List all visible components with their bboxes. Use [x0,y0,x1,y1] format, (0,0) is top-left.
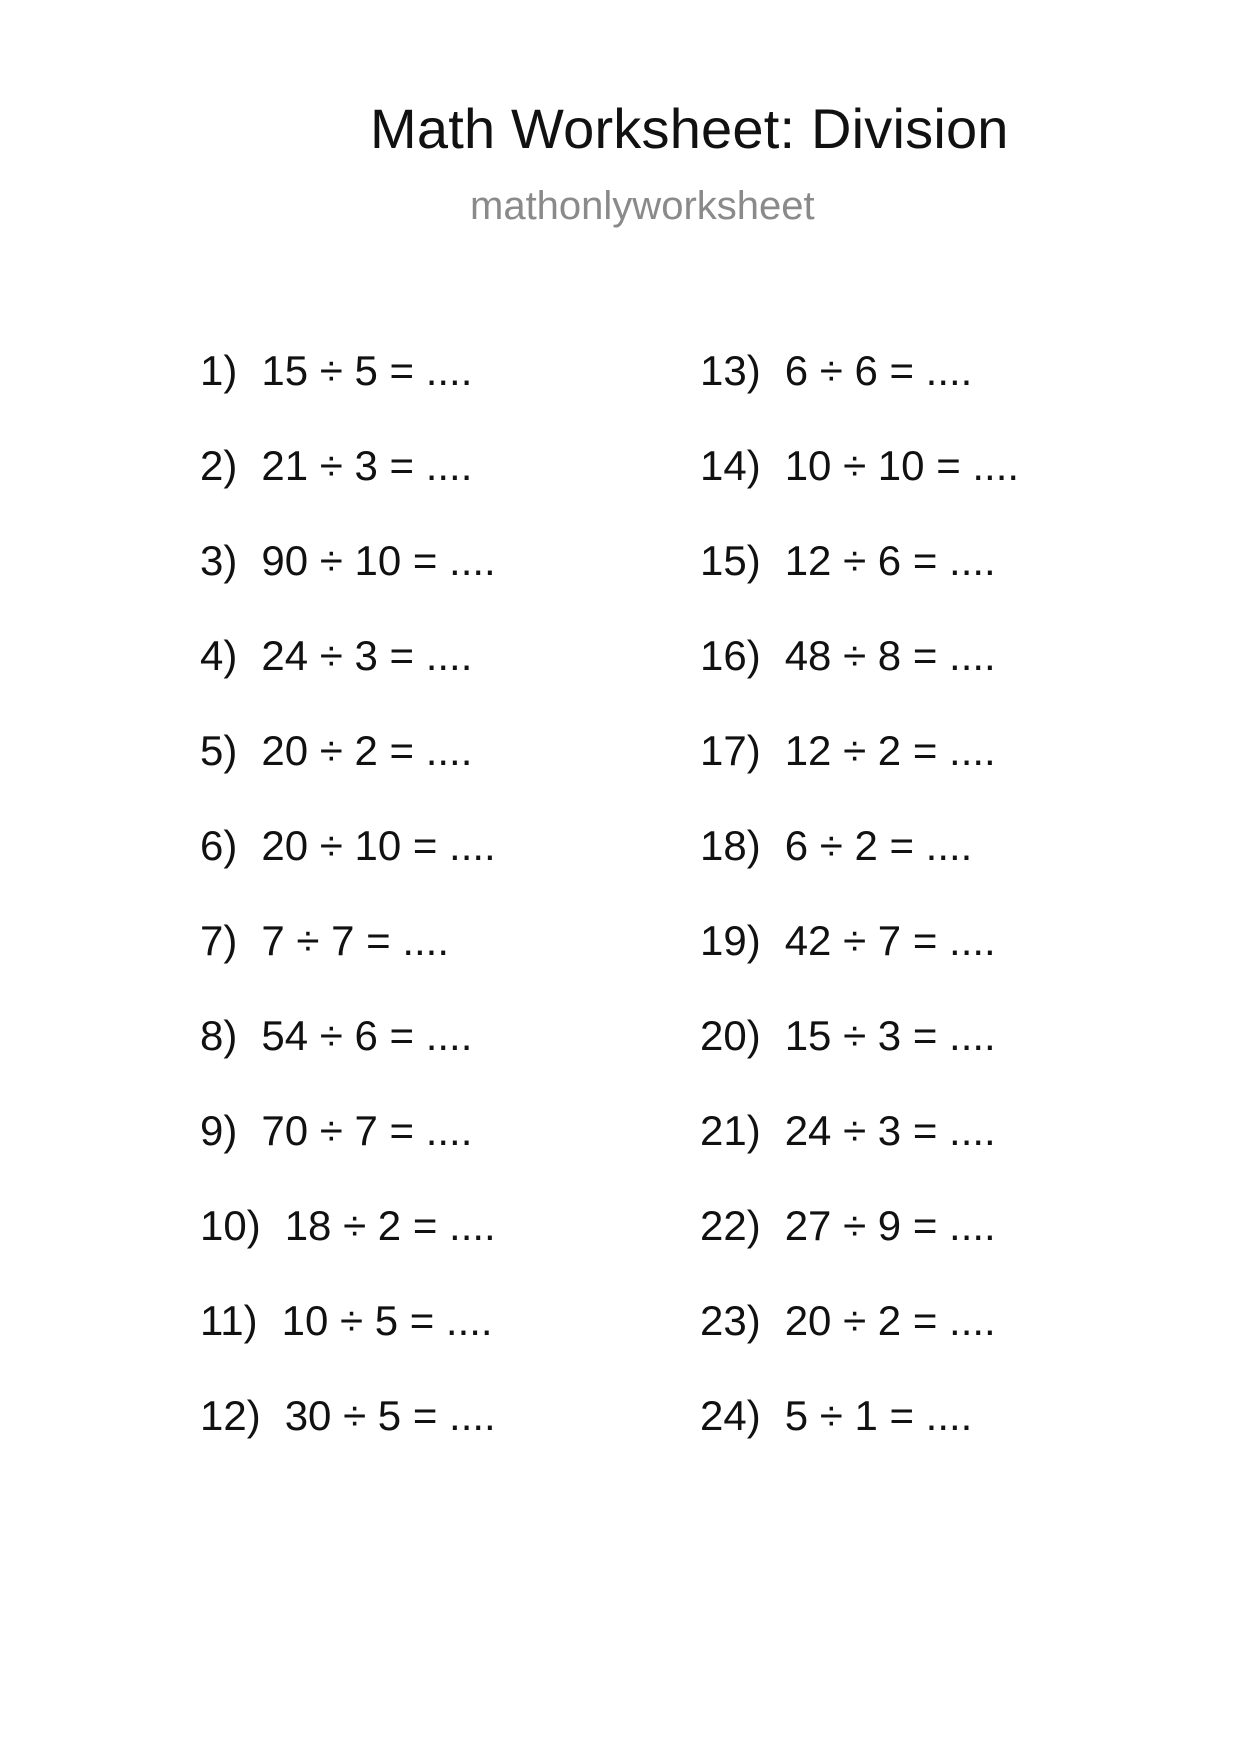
problem-number: 12) [200,1392,261,1439]
problem-number: 22) [700,1202,761,1249]
problem-number: 15) [700,537,761,584]
problem-item [200,1296,496,1391]
problem-expression: 27 ÷ 9 = .... [784,1202,996,1249]
problem-expression: 6 ÷ 2 = .... [784,822,973,869]
problem-number: 5) [200,727,238,774]
problem-number: 7) [200,917,238,964]
problem-number: 4) [200,632,238,679]
problem-expression: 15 ÷ 5 = .... [261,347,473,394]
problem-item [700,631,1019,726]
problem-number: 24) [700,1392,761,1439]
problem-item [700,726,1019,821]
problem-item [200,726,496,821]
problem-expression: 48 ÷ 8 = .... [784,632,996,679]
problem-item [200,631,496,726]
problem-number: 10) [200,1202,261,1249]
problem-number: 23) [700,1297,761,1344]
problem-expression: 24 ÷ 3 = .... [261,632,473,679]
problem-expression: 20 ÷ 2 = .... [261,727,473,774]
problem-item [700,1011,1019,1106]
problem-expression: 15 ÷ 3 = .... [784,1012,996,1059]
page-title: Math Worksheet: Division [370,97,1009,160]
problem-expression: 70 ÷ 7 = .... [261,1107,473,1154]
problem-expression: 18 ÷ 2 = .... [284,1202,496,1249]
problem-number: 21) [700,1107,761,1154]
problem-item [200,1391,496,1486]
problem-item [200,1011,496,1106]
problem-item [200,441,496,536]
problem-expression: 5 ÷ 1 = .... [784,1392,973,1439]
problem-number: 20) [700,1012,761,1059]
problem-item [700,916,1019,1011]
problem-number: 17) [700,727,761,774]
problem-item [700,1391,1019,1486]
problem-expression: 90 ÷ 10 = .... [261,537,496,584]
problem-expression: 20 ÷ 2 = .... [784,1297,996,1344]
problem-number: 18) [700,822,761,869]
problem-number: 1) [200,347,238,394]
problem-item [700,441,1019,536]
problem-item [700,1296,1019,1391]
problem-expression: 10 ÷ 10 = .... [784,442,1020,489]
problem-number: 19) [700,917,761,964]
problem-expression: 10 ÷ 5 = .... [281,1297,493,1344]
problem-item [200,916,496,1011]
problem-expression: 12 ÷ 6 = .... [784,537,996,584]
page-subtitle: mathonlyworksheet [470,184,815,228]
problem-number: 9) [200,1107,238,1154]
problem-number: 2) [200,442,238,489]
problem-item [200,536,496,631]
problem-expression: 20 ÷ 10 = .... [261,822,496,869]
problem-expression: 30 ÷ 5 = .... [284,1392,496,1439]
problem-expression: 6 ÷ 6 = .... [784,347,973,394]
problem-number: 6) [200,822,238,869]
problem-number: 3) [200,537,238,584]
problem-item [200,1201,496,1296]
problem-number: 14) [700,442,761,489]
problem-item [700,536,1019,631]
problem-expression: 21 ÷ 3 = .... [261,442,473,489]
problem-expression: 24 ÷ 3 = .... [784,1107,996,1154]
problem-column-left [200,346,496,1486]
problem-item [700,1106,1019,1201]
problem-item [200,346,496,441]
problem-item [700,1201,1019,1296]
problem-column-right [700,346,1019,1486]
problem-item [700,821,1019,916]
problem-number: 13) [700,347,761,394]
problem-expression: 42 ÷ 7 = .... [784,917,996,964]
problem-expression: 54 ÷ 6 = .... [261,1012,473,1059]
problem-number: 16) [700,632,761,679]
problem-item [200,1106,496,1201]
problem-number: 11) [200,1297,258,1344]
problem-item [700,346,1019,441]
problem-expression: 12 ÷ 2 = .... [784,727,996,774]
problem-expression: 7 ÷ 7 = .... [261,917,450,964]
problem-item [200,821,496,916]
problem-number: 8) [200,1012,238,1059]
